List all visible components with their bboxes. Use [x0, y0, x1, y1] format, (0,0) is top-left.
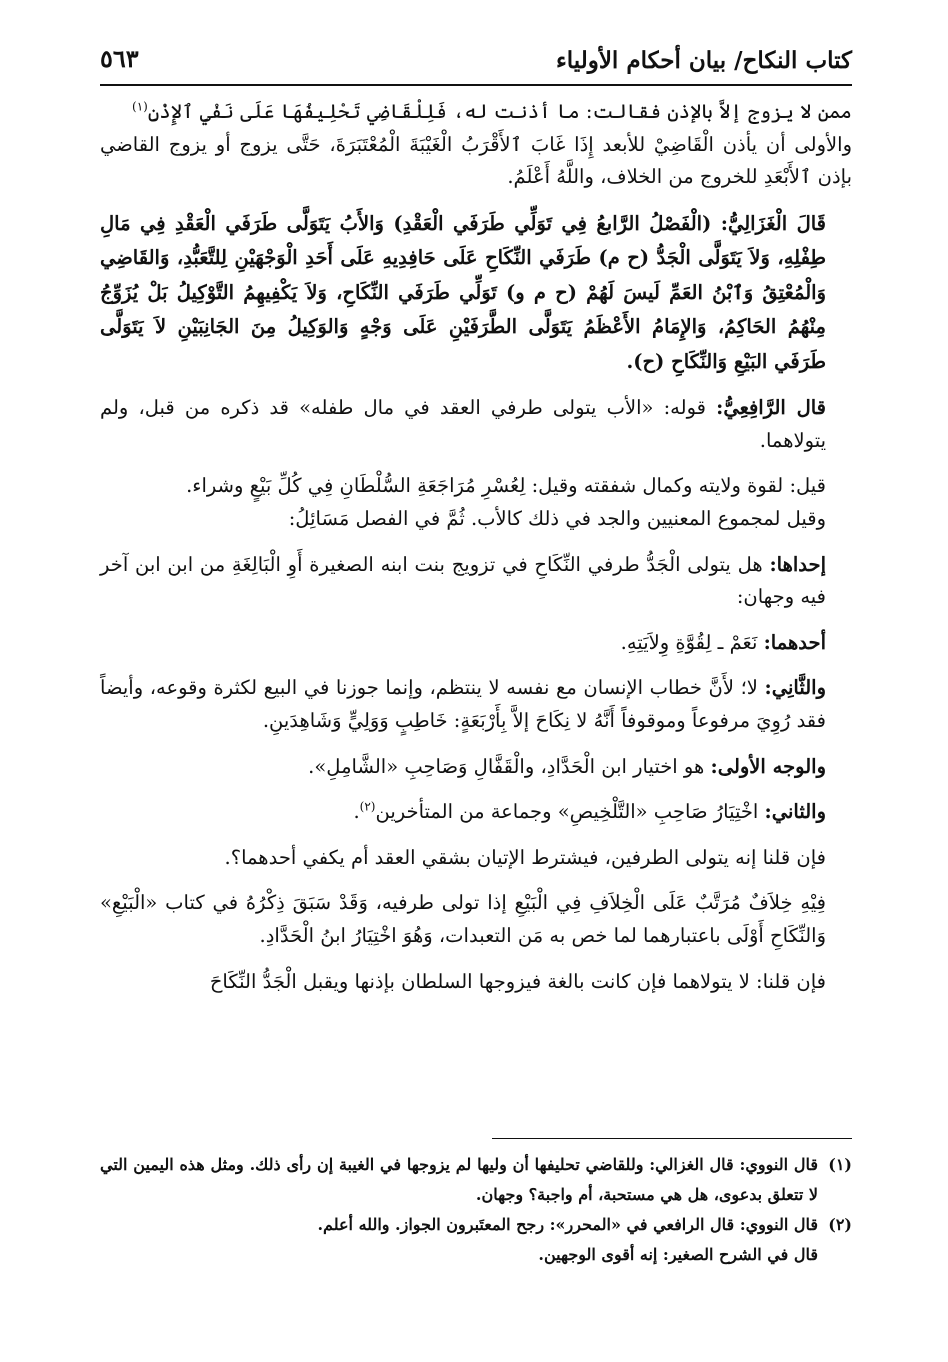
running-header-title: كتاب النكاح/ بيان أحكام الأولياء [555, 47, 852, 74]
issue-label: أحدهما: [763, 630, 826, 654]
paragraph [100, 842, 852, 875]
footnote-1 [100, 1150, 852, 1210]
paragraph [100, 503, 852, 536]
paragraph [100, 627, 852, 660]
paragraph-text: والأولى أن يأذن الْقَاضِيْ للأبعد إِذَا غَابَ ٱلأَقْرَبُ الْغَيْبَةَ الْمُعْتَبَرَةَ، حَتَّى يزوج أو يزوج القاضي بإذن ٱلأَبْعَدِ للخروج من الخلاف، واللَّهُ أَعْلَمُ. [100, 132, 852, 189]
paragraph-text: قيل: لقوة ولايته وكمال شفقته وقيل: لِعُسْرِ مُرَاجَعَةِ السُّلْطَانِ فِي كُلِّ بَيْعٍ وشراء. [186, 474, 826, 498]
matn-text: (الْفَصْلُ الرَّابعُ فِي تَوَلِّي طَرَفَي الْعَقْدِ) وَالأَبُ يَتَوَلَّى طَرَفَي الْعَقْدِ فِي مَالِ طِفْلِهِ، وَلاَ يَتَوَلَّى الْجَدُّ (ح م) طَرَفَي النِّكَاحِ عَلَى حَافِدِيهِ عَلَى أَحَدِ الْوَجْهَيْنِ لِلتَّعَبُّدِ، وَالقَاضِي وَالْمُعْتِقُ وَٱبْنُ العَمِّ لَيسَ لَهُمْ (ح م و) تَوَلِّي طَرَفَي النِّكَاحِ، وَلاَ يَكْفِيهِمُ التَّوْكِيلُ بَلْ يُزَوِّجُ مِنْهُمُ الحَاكِمُ، وَالإِمَامُ الأَعْظَمُ يَتَوَلَّى الطَّرَفَيْنِ عَلَى وَجْهٍ وَالوَكِيلُ مِنَ الجَانِبَيْنِ لاَ يَتَوَلَّى طَرَفَي البَيْعِ وَالنِّكَاحِ (ح). [100, 211, 826, 373]
paragraph-text: لا؛ لأَنَّ خطاب الإنسان مع نفسه لا ينتظم، وإنما جوزنا في البيع لكثرة وقوعه، وأيضاً فقد رُوِيَ مرفوعاً وموقوفاً أَنَّهُ لا نِكَاحَ إلاَّ بِأَرْبَعَةٍ: خَاطِبٍ وَوَلِيٍّ وَشَاهِدَينِ. [100, 676, 826, 733]
footnotes [100, 1150, 852, 1270]
paragraph [100, 470, 852, 503]
paragraph [100, 96, 852, 129]
footnote-2-continuation [100, 1240, 852, 1270]
paragraph-text: وقيل لمجموع المعنيين والجد في ذلك كالأب. ثُمَّ في الفصل مَسَائِلُ: [288, 507, 826, 531]
paragraph-text: هل يتولى الْجَدُّ طرفي النِّكَاحِ في تزويج بنت ابنه الصغيرة أَوِ الْبَالِغَةِ من ابن ابن آخر فيه وجهان: [100, 552, 826, 609]
footnote-ref-2: (٢) [359, 799, 376, 814]
footnote-ref-1: (١) [132, 99, 148, 114]
footnote-label: قال النووي: [739, 1155, 818, 1174]
header-rule [100, 84, 852, 86]
paragraph-text: ممن لا يزوج إلاَّ بالإذن فقالت: ما أذنت له، فَلِلْقَاضِي تَحْلِيفُهَا عَلَى نَفْيِ ٱلإِذْنِ [147, 100, 852, 123]
paragraph-text: هو اختيار ابن الْحَدَّادِ، والْقَفَّالِ وَصَاحِبِ «الشَّامِلِ». [308, 754, 705, 778]
paragraph-text: قوله: «الأب يتولى طرفي العقد في مال طفله» قد ذكره من قبل، ولم يتولاهما. [100, 396, 826, 452]
ghazali-matn [100, 207, 852, 380]
issue-label: والوجه الأولى: [710, 754, 826, 778]
page-number: ٥٦٣ [100, 44, 139, 73]
footnote-rule [492, 1138, 852, 1139]
paragraph-suffix: . [353, 800, 360, 824]
issue-label: إحداها: [769, 552, 826, 576]
issue-label: والثَّانِي: [764, 676, 826, 700]
paragraph [100, 796, 852, 829]
footnote-body: قال الغزالي: وللقاضي تحليفها أن وليها لم يزوجها في الغيبة إن رأى ذلك. ومثل هذه اليمين التي لا تتعلق بدعوى، هل هي مستحبة، أم واجبة؟ وجهان. [100, 1155, 818, 1204]
footnote-body: قال في الشرح الصغير: إنه أقوى الوجهين. [538, 1245, 818, 1264]
paragraph [100, 392, 852, 457]
issue-label: والثاني: [764, 800, 826, 824]
footnote-label: قال النووي: [739, 1215, 818, 1234]
paragraph [100, 672, 852, 737]
paragraph [100, 751, 852, 784]
paragraph-text: نَعَمْ ـ لِقُوَّةِ وِلاَيَتِهِ. [620, 630, 758, 654]
main-text [100, 96, 852, 998]
paragraph-text: فإن قلنا: لا يتولاهما فإن كانت بالغة فيزوجها السلطان بإذنها ويقبل الْجَدُّ النِّكَاحَ [209, 969, 826, 993]
speaker-label: قَالَ الْغَزَالِيُّ: [720, 211, 826, 235]
paragraph [100, 129, 852, 194]
paragraph [100, 549, 852, 614]
footnote-number: (٢) [828, 1215, 852, 1234]
speaker-label: قال الرَّافِعِيُّ: [716, 396, 827, 420]
footnote-2 [100, 1210, 852, 1240]
paragraph-text: فإن قلنا إنه يتولى الطرفين، فيشترط الإتيان بشقي العقد أم يكفي أحدهما؟. [224, 845, 826, 869]
footnote-text [100, 1210, 818, 1240]
paragraph-text: فِيْهِ خِلاَفٌ مُرَتَّبٌ عَلَى الْخِلاَفِ فِي الْبَيْعِ إذا تولى طرفيه، وَقَدْ سَبَقَ ذِكْرُهُ في كتاب «الْبَيْعِ» وَالنِّكَاحِ أَوْلَى باعتبارهما لما خص به مَن التعبدات، وَهُوَ اخْتِيَارُ ابنُ الْحَدَّادِ. [100, 891, 826, 947]
paragraph [100, 966, 852, 999]
paragraph [100, 887, 852, 952]
footnote-number: (١) [828, 1155, 852, 1174]
footnote-body: قال الرافعي في «المحرر»: رجح المعتَبرون الجواز. والله أعلم. [317, 1215, 735, 1234]
footnote-text [100, 1150, 818, 1210]
paragraph-text: اخْتِيَارُ صَاحِبِ «التَّلْخِيصِ» وجماعة من المتأخرين [375, 800, 759, 824]
